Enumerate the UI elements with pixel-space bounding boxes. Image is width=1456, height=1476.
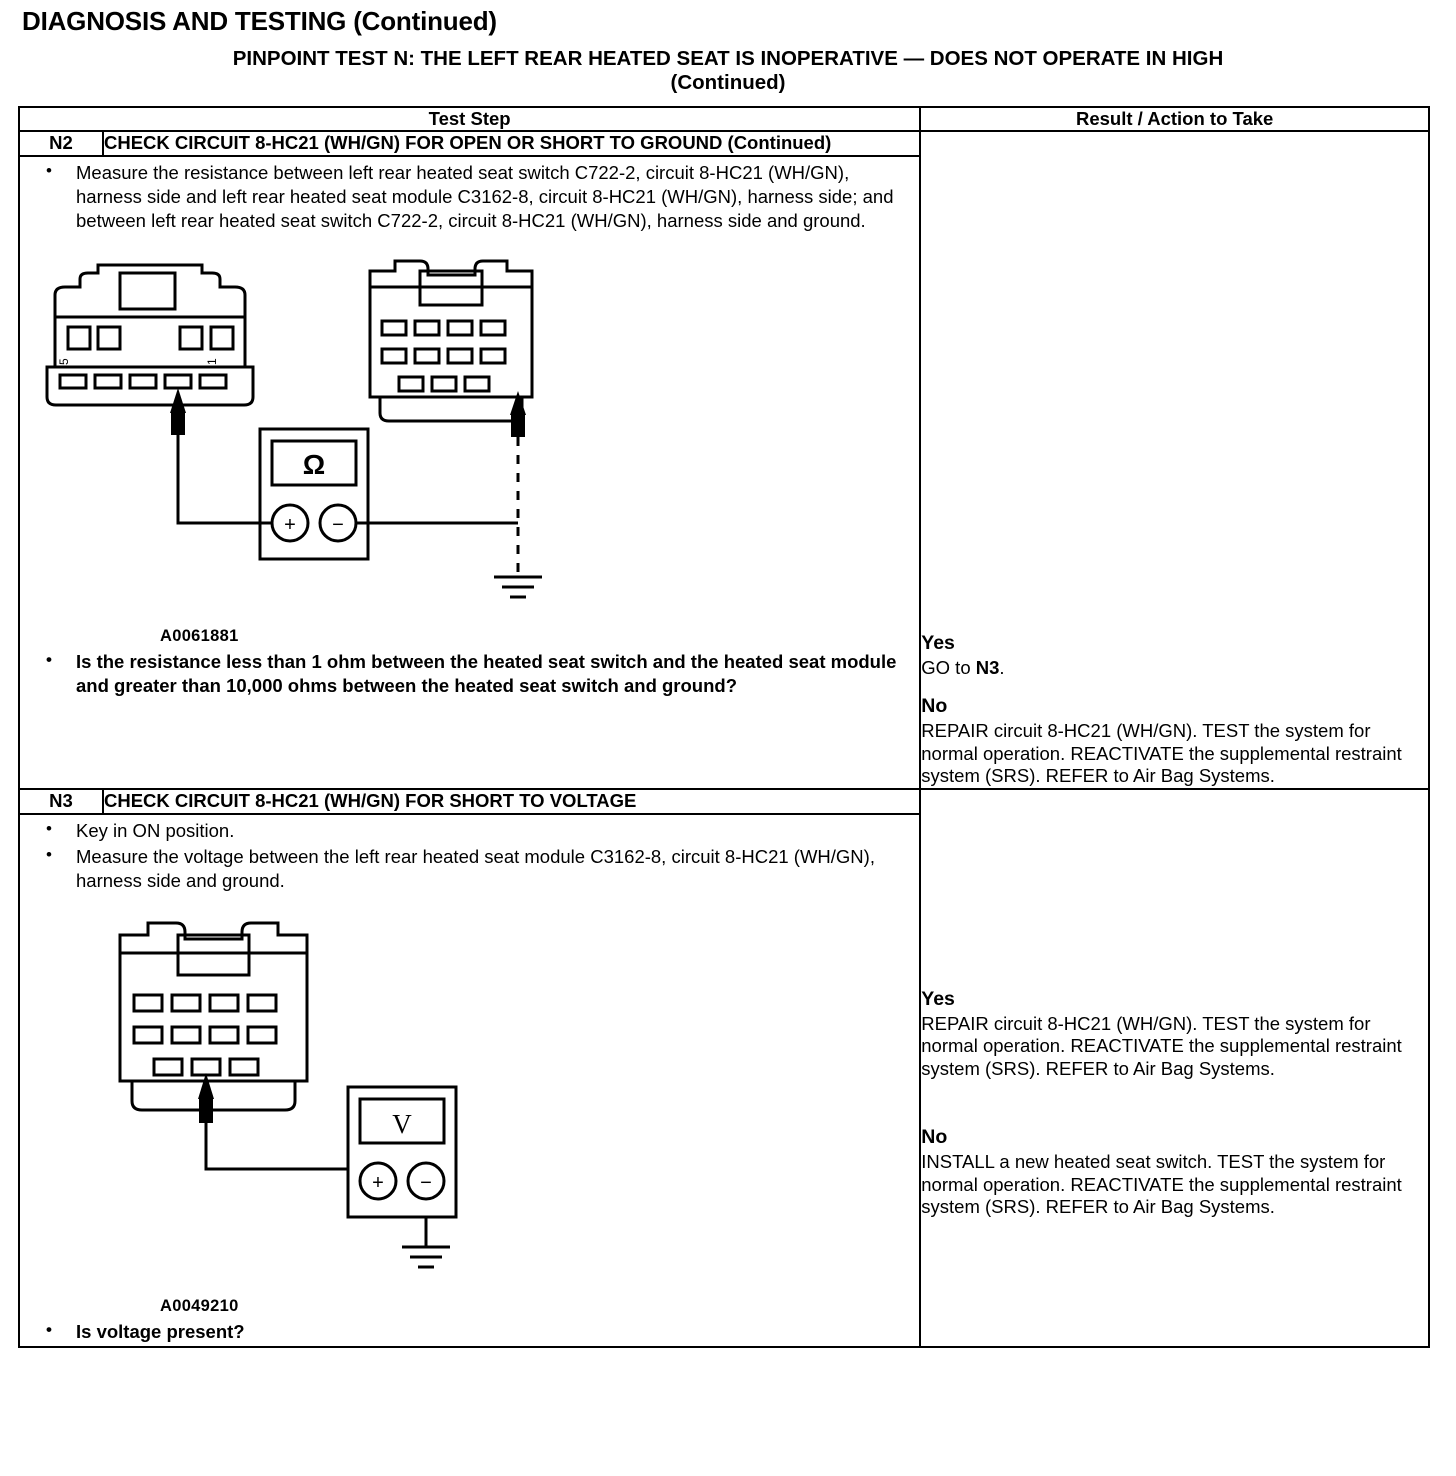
step-body-row-n3 <box>20 814 919 1346</box>
svg-text:+: + <box>372 1171 384 1194</box>
svg-text:1: 1 <box>205 358 219 365</box>
result-verdict-yes: Yes <box>921 987 955 1010</box>
result-block-no-n3 <box>921 1126 1428 1218</box>
result-verdict-yes: Yes <box>921 632 955 655</box>
svg-text:5: 5 <box>57 358 71 365</box>
step-bullet-list-n2 <box>20 161 919 233</box>
step-body-row-n2 <box>20 156 919 700</box>
ohmmeter-connector-diagram <box>20 247 720 627</box>
table-header-row <box>19 107 1429 131</box>
step-id-n3: N3 <box>20 790 103 814</box>
column-header-result-action: Result / Action to Take <box>920 107 1429 131</box>
step-id-n2: N2 <box>20 132 103 156</box>
svg-text:+: + <box>284 513 296 536</box>
list-item: • Measure the resistance between left rear heated seat switch C722-2, circuit 8-HC21 (WH/GN), harness side and left rear heated seat module C3162-8, circuit 8-HC21 (WH/GN), harness side; and between left rear heated seat switch C722-2, circuit 8-HC21 (WH/GN), harness side and ground. <box>20 161 919 233</box>
svg-text:−: − <box>332 513 344 536</box>
pinpoint-test-table <box>18 106 1430 1348</box>
result-block-yes-n3 <box>921 988 1428 1080</box>
step-question-n2: • Is the resistance less than 1 ohm between the heated seat switch and the heated seat module and greater than 10,000 ohms between the heated seat switch and ground? <box>20 650 919 698</box>
step-cell-n2 <box>19 131 920 789</box>
pinpoint-test-title <box>18 47 1438 94</box>
meter-symbol-volt: V <box>392 1108 412 1139</box>
result-cell-n2 <box>920 131 1429 789</box>
voltmeter <box>348 1087 456 1217</box>
result-text-no: INSTALL a new heated seat switch. TEST the system for normal operation. REACTIVATE the supplemental restraint system (SRS). REFER to Air Bag Systems. <box>921 1151 1402 1218</box>
step-cell-n3 <box>19 789 920 1347</box>
result-verdict-no: No <box>921 1126 948 1149</box>
step-question-list-n2 <box>20 650 919 698</box>
step-heading-n3: CHECK CIRCUIT 8-HC21 (WH/GN) FOR SHORT TO VOLTAGE <box>103 790 919 814</box>
figure-id-n3: A0049210 <box>160 1296 239 1315</box>
step-body-n2 <box>20 156 919 700</box>
result-cell-n3 <box>920 789 1429 1347</box>
result-text-yes: REPAIR circuit 8-HC21 (WH/GN). TEST the system for normal operation. REACTIVATE the supplemental restraint system (SRS). REFER to Air Bag Systems. <box>921 1012 1402 1079</box>
result-block-no-n2 <box>921 695 1428 787</box>
table-row <box>19 789 1429 1347</box>
probe-right <box>510 391 526 577</box>
ground-symbol <box>494 577 542 597</box>
list-item: • Measure the voltage between the left rear heated seat module C3162-8, circuit 8-HC21 (WH/GN), harness side and ground. <box>20 845 919 893</box>
step-body-n3 <box>20 814 919 1346</box>
step-question-n3: • Is voltage present? <box>20 1320 919 1344</box>
step-question-list-n3 <box>20 1320 919 1344</box>
probe-left <box>170 388 186 477</box>
step-head-row-n2 <box>20 132 919 156</box>
step-heading-n2: CHECK CIRCUIT 8-HC21 (WH/GN) FOR OPEN OR SHORT TO GROUND (Continued) <box>103 132 919 156</box>
result-text-no: REPAIR circuit 8-HC21 (WH/GN). TEST the system for normal operation. REACTIVATE the supplemental restraint system (SRS). REFER to Air Bag Systems. <box>921 720 1402 787</box>
figure-n3 <box>20 907 919 1316</box>
manual-page <box>0 6 1456 1476</box>
result-text-yes: GO to N3. <box>921 656 1005 678</box>
meter-symbol-ohm: Ω <box>302 448 326 480</box>
result-block-yes-n2 <box>921 632 1428 679</box>
step-bullet-list-n3 <box>20 819 919 893</box>
pinpoint-test-title-line1: PINPOINT TEST N: THE LEFT REAR HEATED SEAT IS INOPERATIVE — DOES NOT OPERATE IN HIGH <box>232 47 1224 70</box>
column-header-test-step: Test Step <box>19 107 920 131</box>
figure-n2 <box>20 247 919 646</box>
table-row <box>19 131 1429 789</box>
result-verdict-no: No <box>921 695 948 718</box>
list-item: • Key in ON position. <box>20 819 919 843</box>
svg-text:−: − <box>420 1171 432 1194</box>
voltmeter-connector-diagram <box>20 907 720 1297</box>
pinpoint-test-title-line2: (Continued) <box>670 70 786 94</box>
probe-voltage <box>198 1073 348 1169</box>
page-title: DIAGNOSIS AND TESTING (Continued) <box>22 6 497 36</box>
step-head-row-n3 <box>20 790 919 814</box>
figure-id-n2: A0061881 <box>160 626 239 645</box>
result-spacer <box>921 1080 1428 1126</box>
